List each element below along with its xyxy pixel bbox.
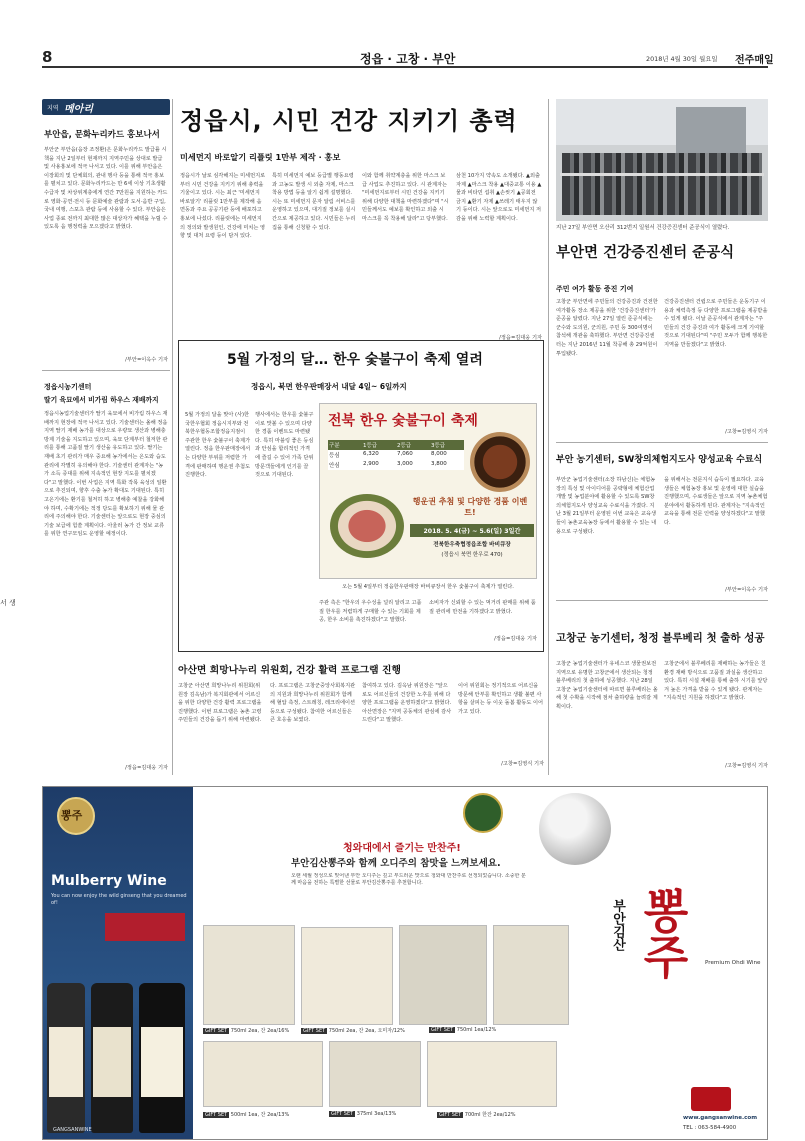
festival-subhead: 정읍시, 북면 한우판매장서 내달 4일~ 6일까지 [251,382,407,391]
price-cell: 3,800 [431,461,447,467]
poster-dates: 2018. 5. 4(금) ~ 5.6(일) 3일간 [410,524,534,537]
poster-venue-detail: (정읍시 북면 한우로 470) [441,552,503,558]
ad-headline2: 부안김산뽕주와 함께 오디주의 참맛을 느껴보세요. [291,858,501,869]
ad-bottle-2-label [93,1027,131,1097]
ad-bottle-1-label [49,1027,83,1097]
ad-gift-label-1 [203,1027,289,1034]
left-item1-title: 부안읍, 문화누리카드 홍보나서 [44,130,160,140]
ad-emblem [463,793,503,833]
left-item1-byline: /부안=이옥수 기자 [125,357,168,363]
blueberry-headline: 고창군 농기센터, 청정 블루베리 첫 출하 성공 [556,632,765,644]
edge-fragment: 서 생 [0,599,16,607]
edu-body-col2: 을 위해서는 전문지식 습득이 필요하다. 교육생들은 체험농장 홍보 및 운영에 대한 실습을 진행했으며, 수료생들은 앞으로 지역 농촌체험 분야에서 활동하게 된다. 관계자는 "지속적인 교육을 통해 전문 인력을 양성하겠다"고 말했다. [664,477,768,526]
region-tag-box [42,99,170,115]
photo-building [676,107,746,153]
poster-title: 전북 한우 숯불구이 축제 [328,413,478,429]
buan-headline: 부안면 건강증진센터 준공식 [556,245,735,261]
column-divider-mid [548,99,549,775]
ad-gift-label-4 [203,1111,289,1118]
photo-ribbon [560,173,764,176]
ad-logo-bottom [691,1087,731,1111]
ad-right-brand: 부안김산 [610,899,625,951]
price-cell: 안심 [329,463,340,469]
blueberry-body-col1: 고창군 농업기술센터가 유네스코 생물권보전지역으로 유명한 고창군에서 생산되는 청정 블루베리의 첫 출하에 성공했다. 지난 28일 고창군 농업기술센터에 따르면 블루베리는 올해 첫 수확을 시작해 점차 출하량을 늘려갈 계획이다. [556,661,658,710]
edu-headline: 부안 농기센터, SW창의체험지도사 양성교육 수료식 [556,455,763,465]
gift-size: 750ml 1ea/12% [456,1027,497,1033]
price-cell: 등심 [329,453,340,459]
page-number: 8 [42,48,53,66]
photo-crowd [562,153,762,215]
ad-gift-label-3 [429,1027,496,1033]
price-header-1: 1등급 [363,443,378,449]
ad-gift-label-6 [437,1111,516,1118]
column-divider-left [172,99,173,775]
hope-body-col1: 고창군 아산면 희망나누리 위원회(위원장 김옥남)가 복지회관에서 어르신을 위한 다양한 건강 활력 프로그램을 진행했다. 이번 프로그램은 농촌 고령 주민들의 건강을 돕기 위해 마련됐다. [178,683,262,724]
edu-body-col1: 부안군 농업기술센터(소장 하남신)는 체험농장의 특성 및 아이디어를 공략형에 체험산업 개발 및 농업분야에 활용할 수 있도록 SW창의체험지도사 양성교육 수료식을 가졌다. 지난 3월 21일부터 운영된 이번 교육은 교육생들이 농촌교육농장 등에서 활용할 수 있는 내용으로 구성됐다. [556,477,657,535]
hope-body-col2: 다. 프로그램은 고창군중앙사회복지관의 지원과 희망나누리 위원회가 함께해 혈압 측정, 스트레칭, 레크리에이션 등으로 구성됐다. 참여한 어르신들은 큰 호응을 보였다. [270,683,356,724]
gift-label: GIFT SET [303,1028,326,1034]
festival-body-col2: 행사에서는 한우를 숯불구이로 맛볼 수 있으며 다양한 경품 이벤트도 마련됐다. 특히 마블링 좋은 등심과 안심을 합리적인 가격에 즐길 수 있어 가족 단위 방문객들에게 인기를 끌 것으로 기대된다. [255,412,314,479]
wine-ad [42,786,768,1140]
left-divider [42,370,170,371]
left-item2-body: 정읍시농업기술센터가 딸기 육묘에서 비가림 하우스 재배까지 현장에 적극 나서고 있다. 기술센터는 올해 정읍 지역 딸기 재배 농가를 대상으로 우량묘 생산과 병해충 방제 기술을 지도하고 있으며, 육묘 단계부터 철저한 관리를 통해 고품질 딸기 생산을 유도하고 있다. 딸기는 재배 초기 관리가 매우 중요해 농가에서는 온도와 습도 관리에 각별히 유의해야 한다. 기술센터 관계자는 "농가 소득 증대를 위해 지속적인 현장 지도를 펼치겠다"고 말했다. 이번 사업은 지역 특화 작목 육성의 일환으로 추진되며, 향후 수출 농가 확대도 기대된다. 특히 고온기에는 환기를 철저히 하고 병해충 예찰을 강화해야 하며, 수확기에는 적정 당도를 확보하기 위해 물 관리에 주의해야 한다. 기술센터는 앞으로도 현장 중심의 기술 보급에 힘쓸 계획이다. 아울러 농가 간 정보 교류를 위한 연구모임도 운영할 예정이다. [44,411,168,538]
gift-size: 750ml 2ea, 잔 2ea, 오미자/12% [328,1028,405,1034]
price-cell: 7,060 [397,451,413,457]
ad-gift-set-4 [493,925,569,1025]
masthead-rule [42,66,768,68]
left-item2-byline: /정읍=김대웅 기자 [125,765,168,771]
gift-size: 500ml 1ea, 잔 2ea/13% [230,1112,290,1118]
ad-right-en: Premium Ohdi Wine [705,960,761,966]
photo1-caption: 지난 27일 부안면 오산리 312번지 일원서 건강증진센터 준공식이 열렸다. [556,225,730,231]
ceremony-photo [556,99,768,221]
gift-label: GIFT SET [439,1112,462,1118]
section-title: 정읍 · 고창 · 부안 [360,52,456,66]
blueberry-body-col2: 고창군에서 블루베리를 재배하는 농가들은 친환경 재배 방식으로 고품질 과실을 생산하고 있다. 특히 시설 재배를 통해 출하 시기를 앞당겨 높은 가격을 받을 수 있게 됐다. 관계자는 "지속적인 지원을 하겠다"고 밝혔다. [664,661,768,702]
left-item1-body: 부안군 부안읍(읍장 조정환)은 문화누리카드 발급률 시책을 지난 2일부터 현재까지 지역주민을 상대로 발급 및 사용홍보에 적극 나서고 있다. 이를 위해 부안읍은 이장회의 및 단체회의, 관내 행사 등을 통해 적극 홍보를 펼치고 있다. 문화누리카드는 만 6세 이상 기초생활수급자 및 차상위계층에게 연간 7만원을 지원하는 카드로 영화·공연·전시 등 문화예술 관람과 도서·음반 구입, 국내 여행, 스포츠 관람 등에 사용할 수 있다. 부안읍은 사업 종료 전까지 최대한 많은 대상자가 혜택을 누릴 수 있도록 읍 행정력을 모으겠다고 밝혔다. [44,147,168,231]
right-divider-2 [556,600,768,601]
price-row-2 [328,460,464,470]
ad-phone: TEL : 063-584-4900 [683,1125,737,1131]
ad-left-panel [43,787,193,1139]
ad-gift-set-1 [203,925,295,1025]
paper-name: 전주매일 [735,55,774,66]
poster-price-table [328,440,464,470]
ad-gift-label-5 [329,1111,396,1117]
price-header-2: 2등급 [397,443,412,449]
main-body-col2: 특히 미세먼지 예보 등급별 행동요령과 고농도 발생 시 외출 자제, 마스크 착용 방법 등을 알기 쉽게 설명했다. 시는 또 미세먼지 문자 알림 서비스를 운영하고 있으며, 대기질 정보를 실시간으로 제공하고 있다. 시민들은 누리집을 통해 신청할 수 있다. [272,173,356,231]
festival-box [178,340,544,652]
ad-mascot [539,793,611,865]
blueberry-byline: /고창=김영식 기자 [725,763,768,769]
price-header-0: 구분 [329,443,340,449]
price-cell: 3,000 [397,461,413,467]
hope-body-col3: 참여하고 있다. 김옥남 위원장은 "앞으로도 어르신들의 건강한 노후를 위해 다양한 프로그램을 운영하겠다"고 밝혔다. 아산면장은 "지역 공동체의 관심에 감사드린다"고 말했다. [362,683,452,724]
buan-body-col2: 건강증진센터 건립으로 주민들은 운동기구 이용과 체력측정 등 다양한 프로그램을 제공받을 수 있게 됐다. 이날 준공식에서 관계자는 "주민들의 건강 증진과 여가 활동에 크게 기여할 것으로 기대된다"며 "주민 모두가 함께 행복한 지역을 만들겠다"고 밝혔다. [664,299,768,348]
festival-caption: 오는 5월 4일부터 정읍한우판매장 바비큐장서 한우 숯불구이 축제가 열린다. [342,584,514,590]
left-item2-title: 정읍시농기센터 [44,383,92,391]
region-tag-label: 지역 [47,105,59,112]
ad-headline: 청와대에서 즐기는 만찬주! [343,843,461,854]
ad-body-text: 오랜 세월 정성으로 빚어낸 부안 오디주는 깊고 부드러운 맛으로 청와대 만찬주로 선정되었습니다. 소중한 분께 마음을 전하는 특별한 선물로 부안김산뽕주를 추천합니다. [291,873,526,886]
region-tag-title: 메아리 [64,104,93,115]
ad-gift-set-6 [329,1041,421,1107]
ad-gift-label-2 [301,1027,405,1034]
festival-body-col1: 5월 가정의 달을 맞아 (사)한국한우협회 정읍시지부와 전북한우협동조합정읍지점이 주관한 한우 숯불구이 축제가 열린다. 정읍 한우판매장에서는 다양한 부위를 저렴한 가격에 판매하며 행운권 추첨도 진행한다. [185,412,251,479]
festival-poster [319,403,537,579]
ad-gift-set-2 [301,927,393,1025]
festival-body-col3: 주관 측은 "한우의 우수성을 널리 알리고 고품질 한우를 저렴하게 구매할 수 있는 기회를 제공, 한우 소비를 촉진하겠다"고 말했다. [319,600,422,624]
price-row-1 [328,450,464,460]
right-divider-1 [556,442,768,443]
ad-url[interactable]: www.gangsanwine.com [683,1115,758,1121]
main-headline: 정읍시, 시민 건강 지키기 총력 [180,107,518,135]
left-item2-subtitle: 딸기 육묘에서 비가림 하우스 재배까지 [44,396,159,404]
ad-bottle-3-label [141,1027,183,1097]
buan-body-col1: 고창군 부안면에 주민들의 건강증진과 건전한 여가활동 장소 제공을 위한 '건강증진센터'가 준공을 알렸다. 지난 27일 열린 준공식에는 군수와 도의원, 군의원, 주민 등 300여명이 참석해 개관을 축하했다. 부안면 건강증진센터는 지난 2016년 11월 착공해 총 29억원이 투입됐다. [556,299,658,357]
price-cell: 2,900 [363,461,379,467]
ad-gift-set-3 [399,925,487,1025]
ad-gift-set-5 [203,1041,323,1107]
main-body-col1: 정읍시가 날로 심각해지는 미세먼지로부터 시민 건강을 지키기 위해 총력을 기울이고 있다. 시는 최근 '미세먼지 바로알기' 리플릿 1만부를 제작해 읍면동과 주요 공공기관 등에 배포하고 홍보에 나섰다. 리플릿에는 미세먼지의 정의와 발생원인, 건강에 미치는 영향 및 대처 요령 등이 담겨 있다. [180,173,266,240]
ad-left-panel-label-box [105,913,185,941]
ad-right-brand-big: 뽕주 [636,887,690,979]
price-cell: 8,000 [431,451,447,457]
gift-label: GIFT SET [205,1112,228,1118]
gift-label: GIFT SET [205,1028,228,1034]
price-row-header [328,440,464,450]
main-body-col4: 삼천 10가지 약속도 소개됐다. ▲외출 자제 ▲마스크 착용 ▲대중교통 이용 ▲물과 비타민 섭취 ▲손씻기 ▲공회전 금지 ▲환기 자제 ▲쓰레기 태우지 않기 등이다. 시는 앞으로도 미세먼지 저감을 위해 노력할 계획이다. [456,173,542,222]
buan-byline: /고창=김영식 기자 [725,429,768,435]
festival-headline: 5월 가정의 달… 한우 숯불구이 축제 열려 [227,352,483,368]
ad-brand-left-sub: You can now enjoy the wild ginseng that you dreamed of! [51,893,187,906]
ad-gift-set-7 [427,1041,557,1107]
gift-label: GIFT SET [431,1027,454,1033]
gift-size: 700ml 한잔 2ea/12% [464,1112,516,1118]
hope-byline: /고창=김영식 기자 [501,761,544,767]
poster-tagline: 행운권 추첨 및 다양한 경품 이벤트! [412,497,528,517]
festival-byline: /정읍=김대웅 기자 [494,636,537,642]
hope-headline: 아산면 희망나누리 위원회, 건강 활력 프로그램 진행 [178,665,401,676]
ad-brand-badge: 뽕주 [61,809,83,822]
gift-label: GIFT SET [331,1111,354,1117]
main-byline: /정읍=김대웅 기자 [499,335,542,341]
gift-size: 375ml 3ea/13% [356,1111,397,1117]
gift-size: 750ml 2ea, 잔 2ea/16% [230,1028,290,1034]
issue-date: 2018년 4월 30일 월요일 [646,55,718,63]
main-subhead: 미세먼지 바로알기 리플릿 1만부 제작 · 홍보 [180,152,341,162]
price-cell: 6,320 [363,451,379,457]
main-body-col3: 이와 함께 취약계층을 위한 마스크 보급 사업도 추진하고 있다. 시 관계자는 "미세먼지로부터 시민 건강을 지키기 위해 다양한 대책을 마련하겠다"며 "시민들께서도 예보를 확인하고 외출 시 마스크를 꼭 착용해 달라"고 당부했다. [362,173,449,222]
poster-grill [470,432,530,492]
poster-venue: 전북한우축협정읍조합 바비큐장 [433,542,511,548]
price-header-3: 3등급 [431,443,446,449]
edu-byline: /부안=이옥수 기자 [725,587,768,593]
festival-body-col4: 소비자가 신뢰할 수 있는 먹거리 판매를 위해 품질 관리에 만전을 기하겠다고 밝혔다. [429,600,536,615]
buan-subhead: 주민 여가 활동 증진 기여 [556,285,634,293]
hope-body-col4: 이어 위원회는 정기적으로 어르신을 방문해 안부를 확인하고 생활 불편 사항을 살피는 등 이웃 돌봄 활동도 이어가고 있다. [458,683,544,715]
poster-meat-plate [330,494,404,558]
ad-brand-left: Mulberry Wine [51,873,167,889]
ad-company: GANGSANWINE [53,1127,92,1133]
